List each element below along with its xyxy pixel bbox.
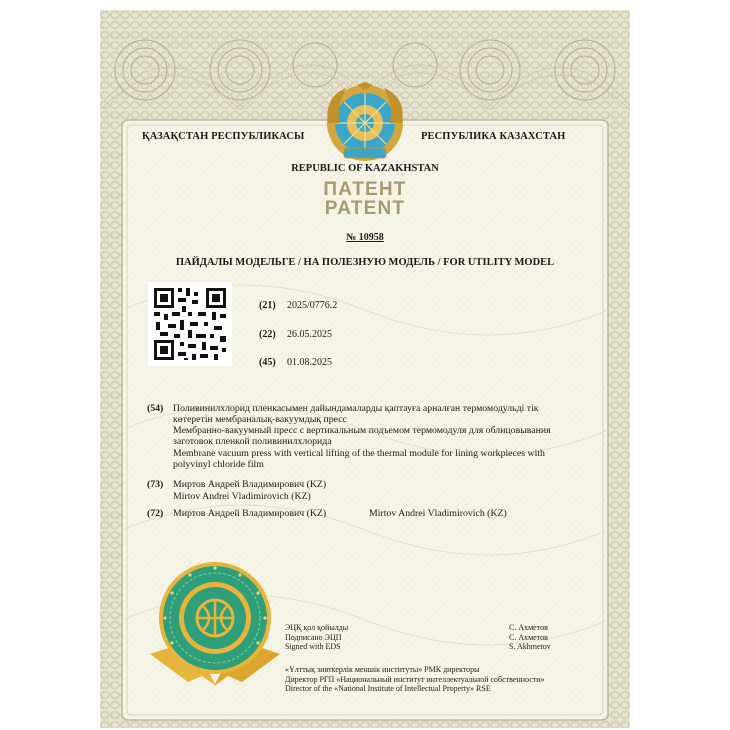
signed-en: Signed with EDS: [285, 642, 341, 651]
certificate-sheet: [100, 10, 630, 728]
title-kz-line-1: Поливинилхлорид пленкасымен дайындамаларды қаптауға арналған термомодульді тік: [173, 403, 539, 414]
inid-code-73: (73): [147, 479, 164, 490]
patent-number: № 10958: [346, 232, 384, 243]
author-name-ru: Миртов Андрей Владимирович (KZ): [173, 508, 327, 519]
author-name-en: Mirtov Andrei Vladimirovich (KZ): [369, 508, 507, 519]
country-name-en: REPUBLIC OF KAZAKHSTAN: [291, 163, 439, 174]
model-type: ПАЙДАЛЫ МОДЕЛЬГЕ / НА ПОЛЕЗНУЮ МОДЕЛЬ / FOR UTILITY MODEL: [175, 257, 555, 268]
holder-name-en: Mirtov Andrei Vladimirovich (KZ): [173, 490, 311, 502]
patent-holder-block: [147, 479, 582, 503]
invention-title-kz: [173, 403, 582, 426]
country-name-kz: ҚАЗАҚСТАН РЕСПУБЛИКАСЫ: [142, 131, 305, 142]
signatory-names: [509, 623, 551, 652]
inid-code-22: (22): [259, 329, 276, 340]
signatory-name-kz: С. Ахметов: [509, 623, 548, 632]
inid-code-45: (45): [259, 357, 276, 368]
invention-title-ru: [173, 425, 582, 448]
invention-title-en: [173, 448, 582, 471]
state-emblem: [322, 82, 408, 164]
director-title-en: Director of the «National Institute of Intellectual Property» RSE: [285, 684, 491, 693]
director-title-kz: «Ұлттық зияткерлік меншік институты» РМК директоры: [285, 665, 480, 674]
title-ru-line-1: Мембранно-вакуумный пресс с вертикальным подъемом термомодуля для облицовывания: [173, 425, 551, 436]
publication-date-row: [259, 357, 332, 368]
signature-labels: [285, 623, 348, 652]
invention-title-block: [147, 403, 582, 483]
inid-code-54: (54): [147, 403, 164, 414]
qr-code: [148, 282, 232, 366]
application-number-row: [259, 300, 337, 311]
inid-code-72: (72): [147, 508, 164, 519]
publication-date: 01.08.2025: [287, 357, 332, 368]
director-title-ru: Директор РГП «Национальный институт интеллектуальной собственности»: [285, 674, 545, 684]
title-kz-line-2: көтеретін мембраналық-вакуумдық пресс: [173, 414, 347, 426]
filing-date-row: [259, 329, 332, 340]
title-en-line-2: polyvinyl chloride film: [173, 459, 264, 471]
application-number: 2025/0776.2: [287, 300, 338, 311]
author-block: [147, 508, 582, 522]
signed-ru: Подписано ЭЦП: [285, 632, 342, 642]
signatory-name-ru: С. Ахметов: [509, 632, 548, 642]
institute-seal: [142, 558, 288, 686]
signatory-name-en: S. Akhmetov: [509, 642, 551, 651]
patent-title-en: PATENT: [324, 198, 406, 219]
inid-code-21: (21): [259, 300, 276, 311]
signed-kz: ЭЦҚ қол қойылды: [285, 623, 349, 632]
title-ru-line-2: заготовок пленкой поливинилхлорида: [173, 436, 332, 448]
patent-title-ru: ПАТЕНТ: [323, 179, 407, 200]
director-titles: [285, 665, 545, 694]
holder-name-ru: Миртов Андрей Владимирович (KZ): [173, 479, 327, 490]
country-name-ru: РЕСПУБЛИКА КАЗАХСТАН: [421, 131, 566, 142]
filing-date: 26.05.2025: [287, 329, 332, 340]
title-en-line-1: Membrane vacuum press with vertical lifting of the thermal module for lining workpieces with: [173, 448, 545, 459]
